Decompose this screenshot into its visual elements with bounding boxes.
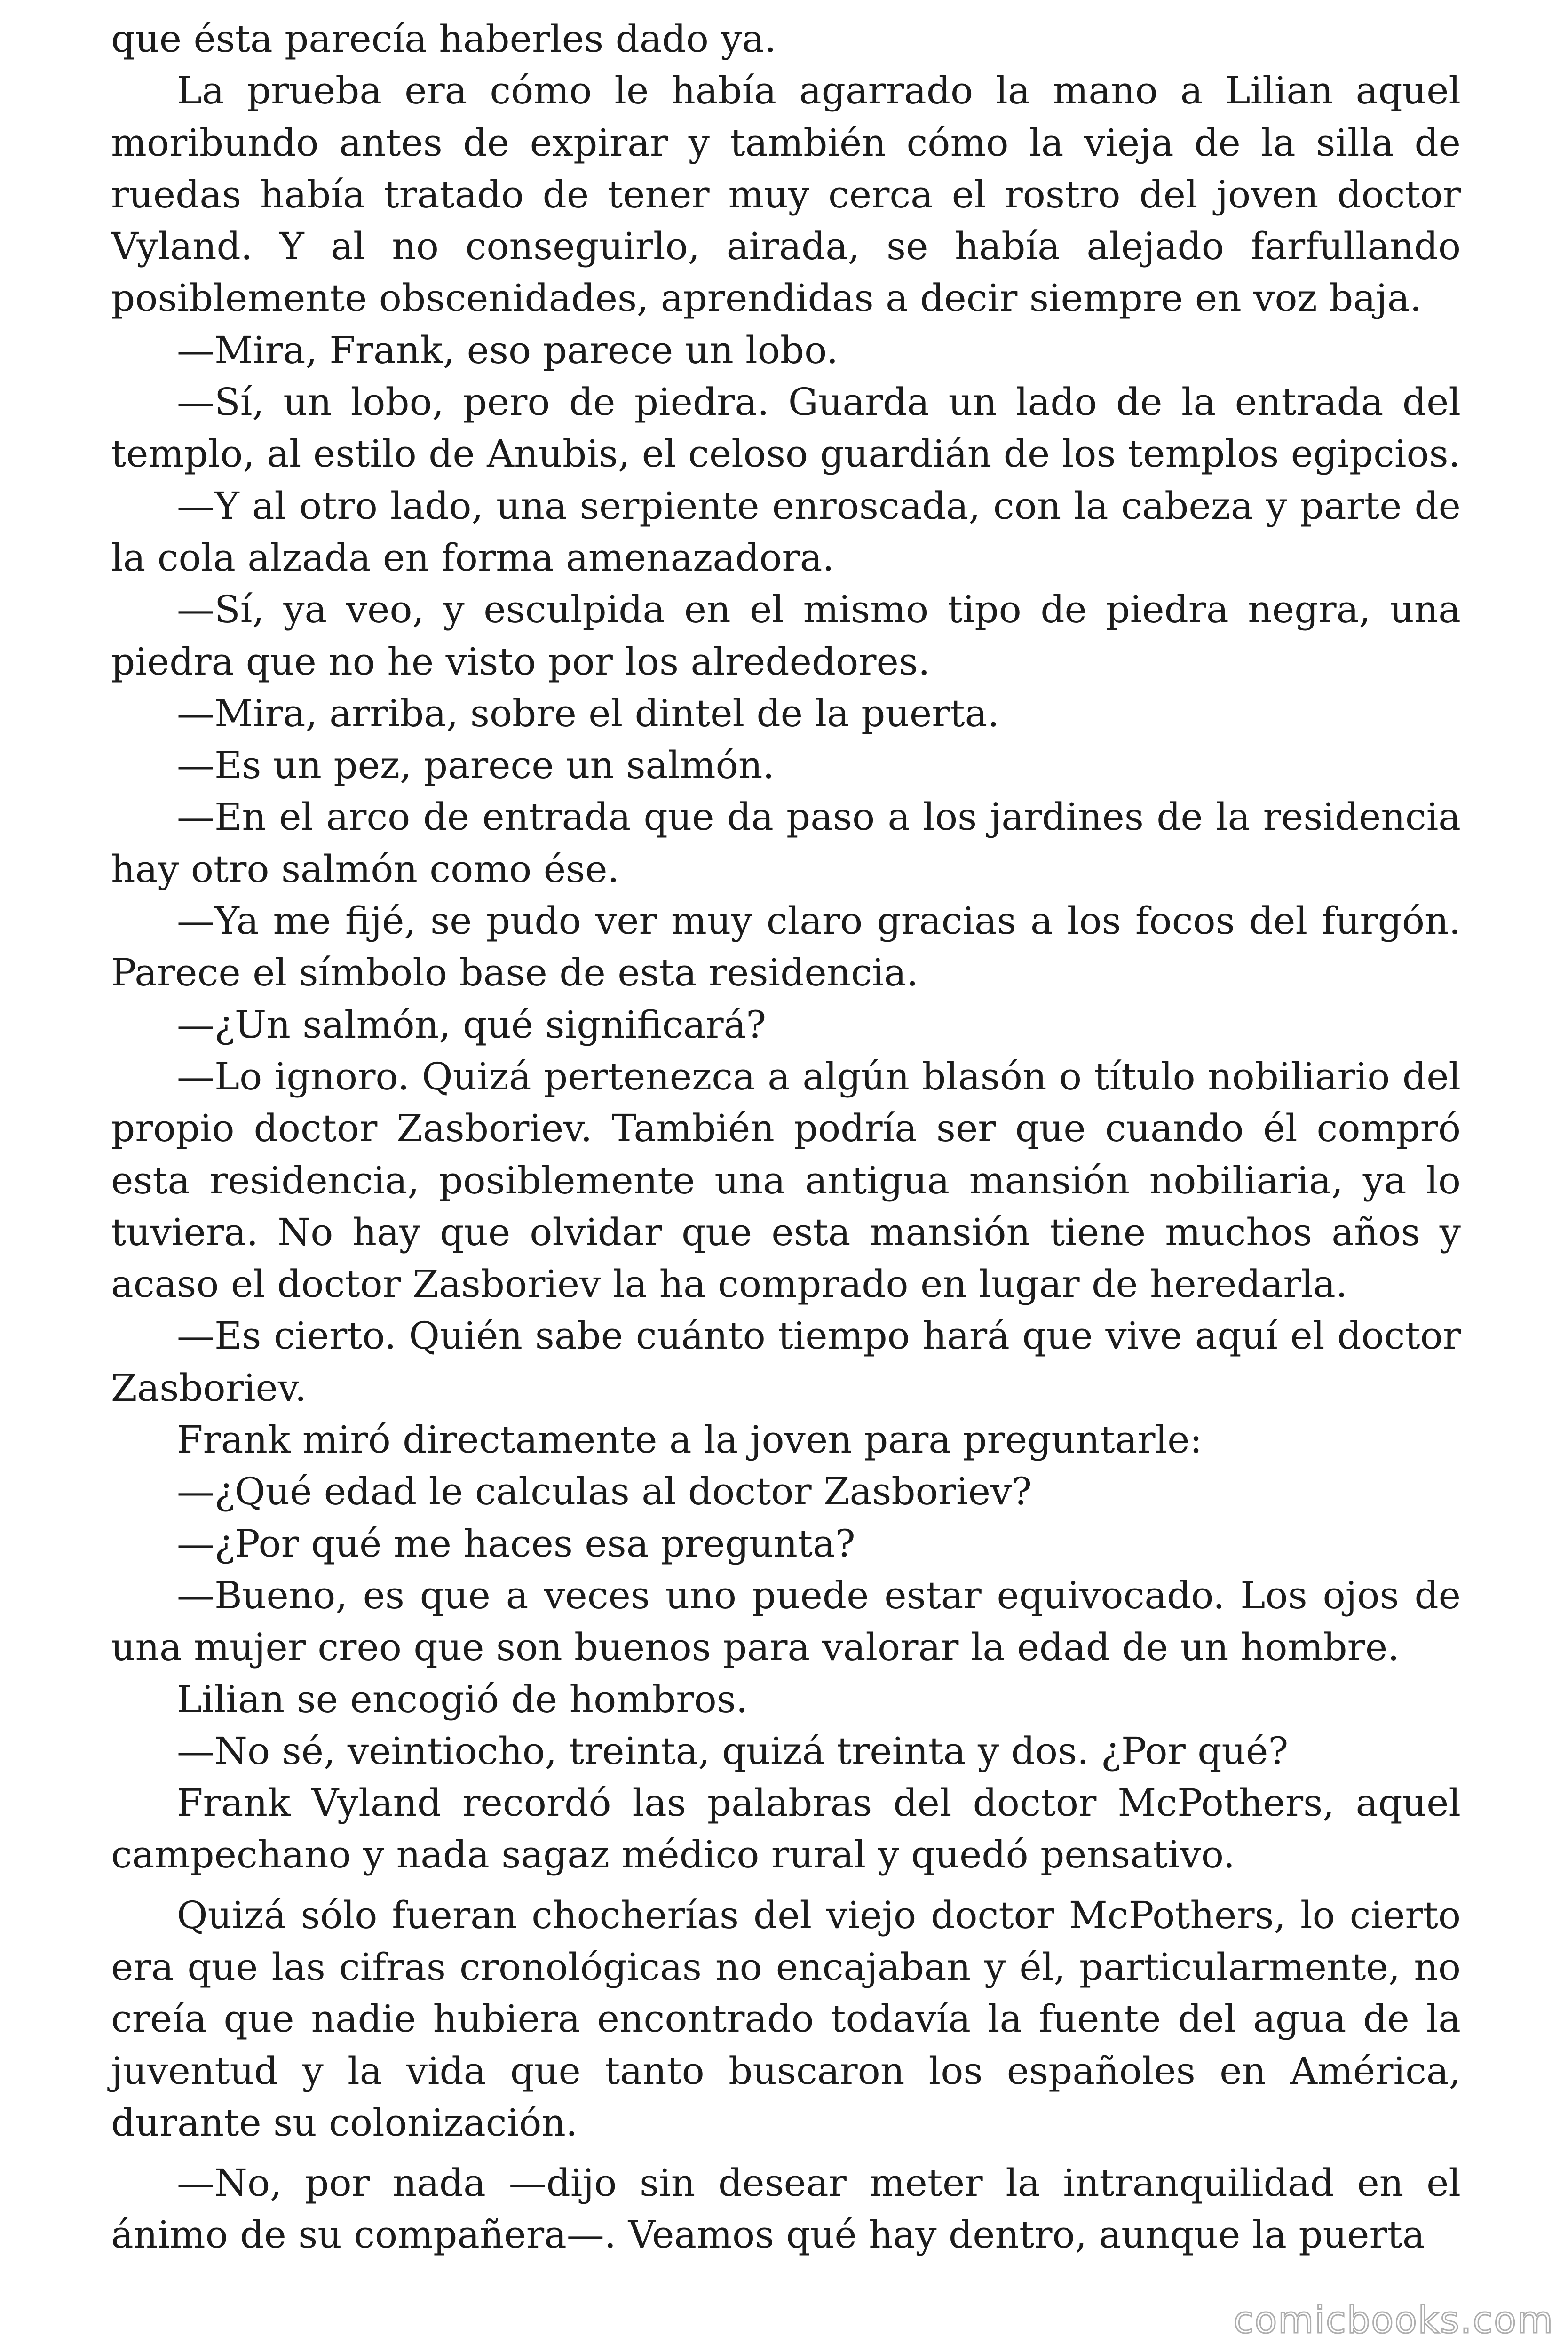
paragraph: Frank miró directamente a la joven para preguntarle: [177,1418,1203,1462]
paragraph: —Y al otro lado, una serpiente enroscada, con la cabeza y parte de la cola alzada en forma amenazadora. [111,484,1461,580]
paragraph: —¿Un salmón, qué significará? [177,1002,767,1047]
paragraph: —Lo ignoro. Quizá pertenezca a algún blasón o título nobiliario del propio doctor Zasboriev. También podría ser que cuando él compró esta residencia, posiblemente una antigua mansión nobiliaria, ya lo tuviera. No hay que olvidar que esta mansión tiene muchos años y acaso el doctor Zasboriev la ha comprado en lugar de heredarla. [111,1054,1461,1306]
paragraph: que ésta parecía haberles dado ya. [111,17,776,61]
paragraph: Lilian se encogió de hombros. [177,1677,748,1721]
paragraph: —No sé, veintiocho, treinta, quizá treinta y dos. ¿Por qué? [177,1729,1289,1773]
paragraph: —Sí, ya veo, y esculpida en el mismo tipo de piedra negra, una piedra que no he visto por los alrededores. [111,588,1461,683]
paragraph: Quizá sólo fueran chocherías del viejo doctor McPothers, lo cierto era que las cifras cronológicas no encajaban y él, particularmente, no creía que nadie hubiera encontrado todavía la fuente del agua de la juventud y la vida que tanto buscaron los españoles en América, durante su colonización. [111,1893,1461,2145]
paragraph: —Sí, un lobo, pero de piedra. Guarda un lado de la entrada del templo, al estilo de Anubis, el celoso guardián de los templos egipcios. [111,380,1461,476]
paragraph: La prueba era cómo le había agarrado la mano a Lilian aquel moribundo antes de expirar y también cómo la vieja de la silla de ruedas había tratado de tener muy cerca el rostro del joven doctor Vyland. Y al no conseguirlo, airada, se había alejado farfullando posiblemente obscenidades, aprendidas a decir siempre en voz baja. [111,69,1461,320]
paragraph: —Ya me fijé, se pudo ver muy claro gracias a los focos del furgón. Parece el símbolo base de esta residencia. [111,899,1461,995]
paragraph: —No, por nada —dijo sin desear meter la intranquilidad en el ánimo de su compañera—. Veamos qué hay dentro, aunque la puerta [111,2161,1461,2257]
paragraph: —Es un pez, parece un salmón. [177,743,775,787]
paragraph: —En el arco de entrada que da paso a los jardines de la residencia hay otro salmón como ése. [111,795,1461,891]
watermark: comicbooks.com [1233,2299,1554,2342]
paragraph: —Mira, arriba, sobre el dintel de la puerta. [177,691,999,735]
paragraph: —¿Por qué me haces esa pregunta? [177,1521,855,1565]
paragraph: Frank Vyland recordó las palabras del doctor McPothers, aquel campechano y nada sagaz médico rural y quedó pensativo. [111,1781,1461,1877]
paragraph: —Bueno, es que a veces uno puede estar equivocado. Los ojos de una mujer creo que son buenos para valorar la edad de un hombre. [111,1573,1461,1669]
paragraph: —¿Qué edad le calculas al doctor Zasboriev? [177,1470,1032,1514]
book-page-text [111,13,1461,2261]
paragraph: —Mira, Frank, eso parece un lobo. [177,328,839,372]
paragraph: —Es cierto. Quién sabe cuánto tiempo hará que vive aquí el doctor Zasboriev. [111,1314,1461,1410]
